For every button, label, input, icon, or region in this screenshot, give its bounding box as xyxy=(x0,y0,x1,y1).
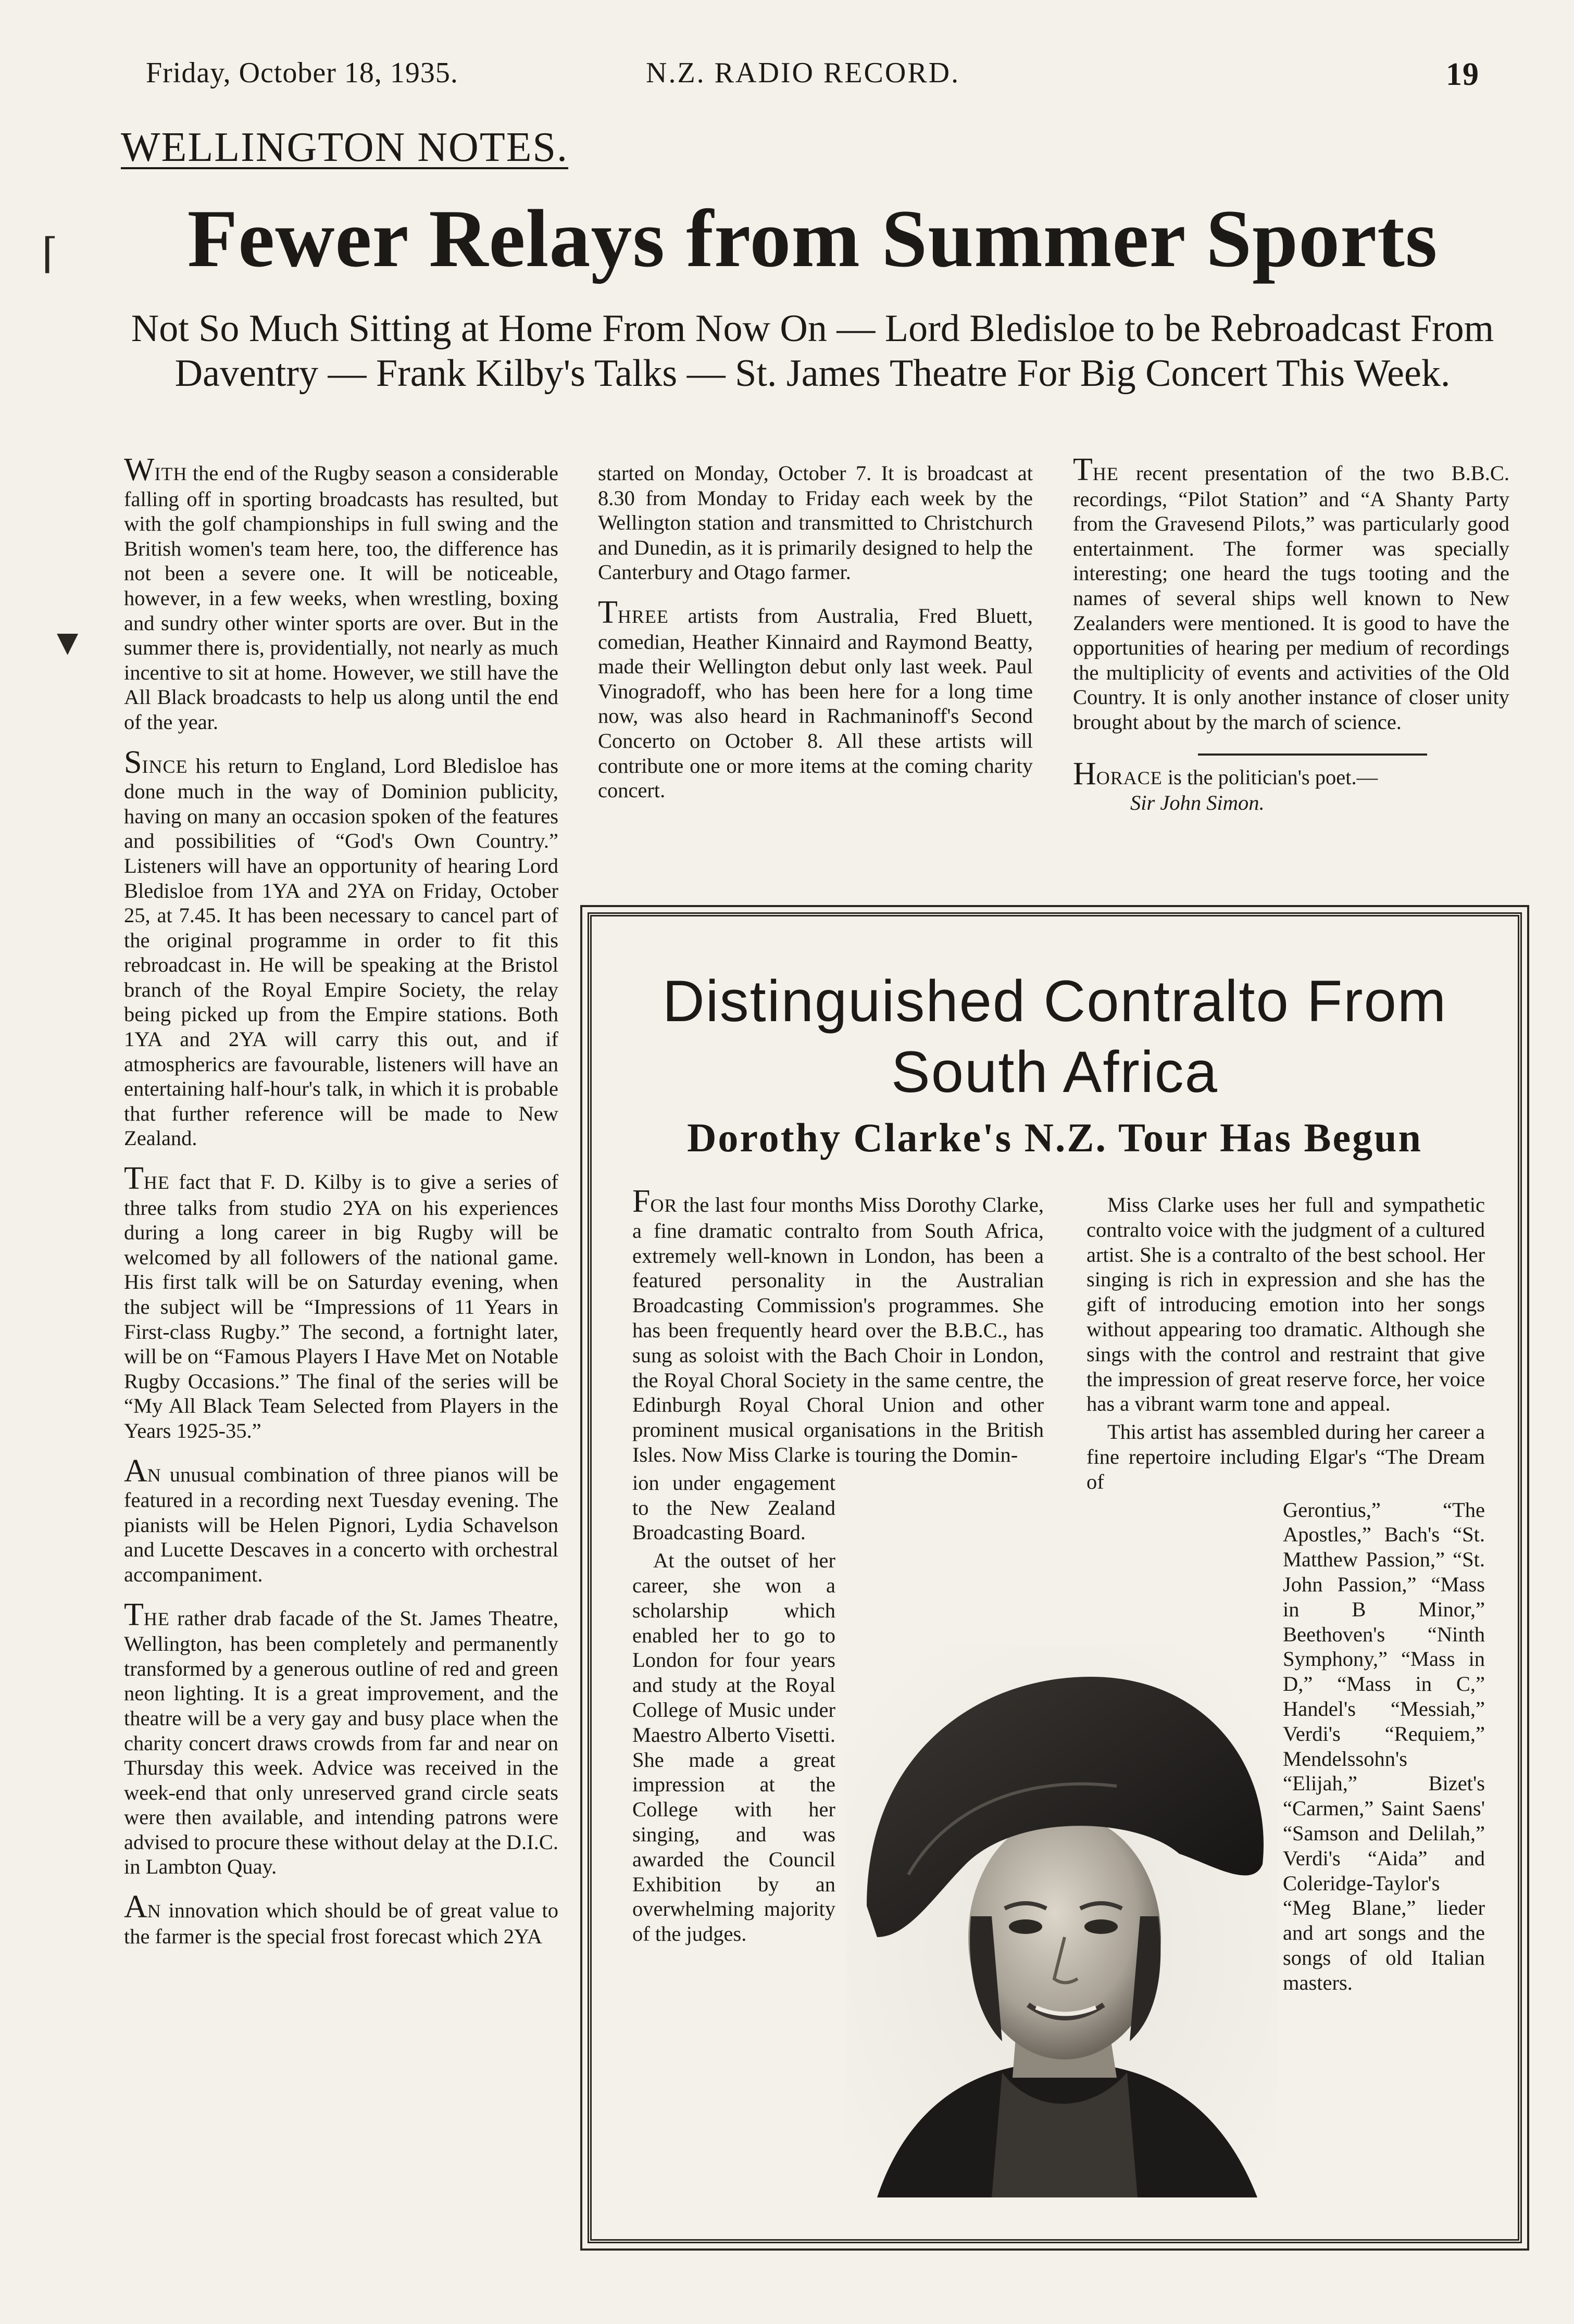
section-heading: WELLINGTON NOTES. xyxy=(121,124,569,170)
feature-subtitle: Dorothy Clarke's N.Z. Tour Has Begun xyxy=(687,1115,1422,1160)
headline: Fewer Relays from Summer Sports xyxy=(187,193,1438,284)
drop-cap: T xyxy=(124,1161,144,1197)
magazine-title: N.Z. RADIO RECORD. xyxy=(646,57,960,89)
drop-cap: A xyxy=(124,1453,147,1489)
paragraph xyxy=(124,744,558,1151)
feature-title xyxy=(592,966,1518,1108)
quotation xyxy=(1073,756,1509,792)
paragraph xyxy=(124,1889,558,1949)
feature-title-line-2: South Africa xyxy=(891,1039,1218,1104)
running-head xyxy=(146,56,1479,98)
quotation-text: is the politician's poet.— xyxy=(1162,765,1378,789)
divider xyxy=(1198,753,1427,756)
paragraph xyxy=(598,594,1033,803)
drop-cap: S xyxy=(124,744,142,780)
paragraph: ion under engagement to the New Zealand Broadcasting Board. xyxy=(632,1471,835,1544)
paragraph xyxy=(124,1161,558,1443)
lead-in: ITH xyxy=(154,463,188,484)
paragraph-text: the end of the Rugby season a considerable falling off in sporting broadcasts has resulted, but with the golf championships in full swing and the British women's team here, too, the difference has not been a severe one. It will be noticeable, however, in a few weeks, when wrestling, boxing and sundry other winter sports are over. But in the summer there is, providentially, not nearly as much incentive to sit at home. However, we still have the All Black broadcasts to help us along until the end of the year. xyxy=(124,461,558,734)
paragraph-text: innovation which should be of great value to the farmer is the special frost forecast which 2YA xyxy=(124,1899,558,1948)
lead-in: HE xyxy=(143,1172,170,1194)
lead-in: HREE xyxy=(617,606,669,627)
wrapped-text xyxy=(632,1471,835,1946)
paragraph: This artist has assembled during her career a fine repertoire including Elgar's “The Dream of xyxy=(1086,1420,1485,1493)
paragraph-text: recent presentation of the two B.B.C. recordings, “Pilot Station” and “A Shanty Party from the Gravesend Pilots,” was particularly good entertainment. The former was specially interesting; one heard the tugs tooting and the names of several ships well known to New Zealanders were mentioned. It is good to have the opportunities of hearing per medium of recordings the multiplicity of events and activities of the Old Country. It is only another instance of closer unity brought about by the march of science. xyxy=(1073,461,1509,734)
column-2 xyxy=(598,461,1033,822)
lead-in: HE xyxy=(143,1608,170,1629)
paragraph-text: started on Monday, October 7. It is broadcast at 8.30 from Monday to Friday each week by the Wellington station and transmitted to Christchurch and Dunedin, as it is primarily designed to help the Canterbury and Otago farmer. xyxy=(598,461,1033,584)
paragraph xyxy=(124,1453,558,1587)
paragraph: Miss Clarke uses her full and sympathetic contralto voice with the judgment of a cultured artist. She is a contralto of the best school. Her singing is rich in expression and she has the gift of introducing emotion into her songs without appearing too dramatic. Although she sings with the control and restraint that give the impression of great reserve force, her voice has a vibrant warm tone and appeal. xyxy=(1086,1193,1485,1416)
column-3 xyxy=(1073,452,1509,815)
drop-cap: H xyxy=(1073,756,1096,792)
portrait-photo xyxy=(846,1645,1278,2197)
paragraph: Gerontius,” “The Apostles,” Bach's “St. Matthew Passion,” “St. John Passion,” “Mass in B Minor,” Beethoven's “Ninth Symphony,” “Mass in D,” “Mass in C,” Handel's “Messiah,” Verdi's “Requiem,” Mendelssohn's “Elijah,” Bizet's “Carmen,” Saint Saens' “Samson and Delilah,” Verdi's “Aida” and Coleridge-Taylor's “Meg Blane,” lieder and art songs and the songs of old Italian masters. xyxy=(1283,1498,1485,1994)
column-1 xyxy=(124,452,558,1967)
lead-in: N xyxy=(147,1464,161,1486)
paragraph-text: rather drab facade of the St. James Theatre, Wellington, has been completely and permanently transformed by a generous outline of red and green neon lighting. It is a great improvement, and the theatre will be a very gay and busy place when the charity concert draws crowds from far and near on Thursday this week. Advice was received in the week-end that only unreserved grand circle seats were then available, and intending patrons were advised to procure these without delay at the D.I.C. in Lambton Quay. xyxy=(124,1606,558,1879)
page-number: 19 xyxy=(1446,57,1479,92)
paragraph xyxy=(124,1597,558,1880)
margin-mark: ▼ xyxy=(49,623,86,663)
wrapped-text xyxy=(1283,1498,1485,1995)
quotation-attribution: Sir John Simon. xyxy=(1130,791,1265,815)
paragraph-text: his return to England, Lord Bledisloe has done much in the way of Dominion publicity, having on many an occasion spoken of the features and possibilities of “God's Own Country.” Listeners will have an opportunity of hearing Lord Bledisloe from 1YA and 2YA on Friday, October 25, at 7.45. It has been necessary to cancel part of the original programme in order to fit this rebroadcast in. He will be speaking at the Bristol branch of the Royal Empire Society, the relay being picked up from the Empire stations. Both 1YA and 2YA will carry this out, and if atmospherics are favourable, listeners will have an entertaining half-hour's talk, in which it is probable that further reference will be made to New Zealand. xyxy=(124,753,558,1150)
paragraph-text: unusual combination of three pianos will be featured in a recording next Tuesday evening. The pianists will be Helen Pignori, Lydia Schavelson and Lucette Descaves in a concerto with orchestral accompaniment. xyxy=(124,1462,558,1586)
paragraph-text: artists from Australia, Fred Bluett, comedian, Heather Kinnaird and Raymond Beatty, made their Wellington debut only last week. Paul Vinogradoff, who has been here for a long time now, was also heard in Rachmaninoff's Second Concerto on October 8. All these artists will contribute one or more items at the coming charity concert. xyxy=(598,604,1033,802)
drop-cap: T xyxy=(598,594,618,630)
feature-title-line-1: Distinguished Contralto From xyxy=(662,969,1447,1034)
paragraph: At the outset of her career, she won a scholarship which enabled her to go to London for four years and study at the Royal College of Music under Maestro Alberto Visetti. She made a great impression at the College with her singing, and was awarded the Council Exhibition by an overwhelming majority of the judges. xyxy=(632,1549,835,1946)
drop-cap: F xyxy=(632,1184,651,1219)
drop-cap: W xyxy=(124,452,155,487)
paragraph xyxy=(124,452,558,735)
paragraph xyxy=(598,461,1033,585)
margin-mark: ⌈ xyxy=(42,231,58,277)
paragraph xyxy=(1073,452,1509,735)
lead-in: OR xyxy=(650,1195,678,1216)
feature-box xyxy=(588,912,1522,2243)
lead-in: HE xyxy=(1092,463,1119,484)
drop-cap: T xyxy=(1073,452,1093,487)
paragraph-text: the last four months Miss Dorothy Clarke, a fine dramatic contralto from South Africa, extremely well-known in London, has been a featured personality in the Australian Broadcasting Commission's programmes. She has been frequently heard over the B.B.C., has sung as soloist with the Bach Choir in London, the Royal Choral Society in the same centre, the Edinburgh Royal Choral Union and other prominent musical organisations in the British Isles. Now Miss Clarke is touring the Domin- xyxy=(632,1193,1044,1466)
paragraph-text: fact that F. D. Kilby is to give a series of three talks from studio 2YA on his experiences during a long career in big Rugby will be welcomed by all followers of the national game. His first talk will be on Saturday evening, when the subject will be “Impressions of 11 Years in First-class Rugby.” The second, a fortnight later, will be on “Famous Players I Have Met on Notable Rugby Occasions.” The final of the series will be “My All Black Team Selected from Players in the Years 1925-35.” xyxy=(124,1170,558,1442)
lead-in: INCE xyxy=(142,756,188,777)
drop-cap: A xyxy=(124,1889,147,1925)
lead-in: ORACE xyxy=(1096,767,1163,788)
lead-in: N xyxy=(147,1901,161,1922)
issue-date: Friday, October 18, 1935. xyxy=(146,57,458,89)
drop-cap: T xyxy=(124,1597,144,1632)
paragraph xyxy=(632,1184,1044,1467)
subheadline: Not So Much Sitting at Home From Now On — Lord Bledisloe to be Rebroadcast From Daventry — Frank Kilby's Talks — St. James Theatre For Big Concert This Week. xyxy=(131,307,1494,395)
